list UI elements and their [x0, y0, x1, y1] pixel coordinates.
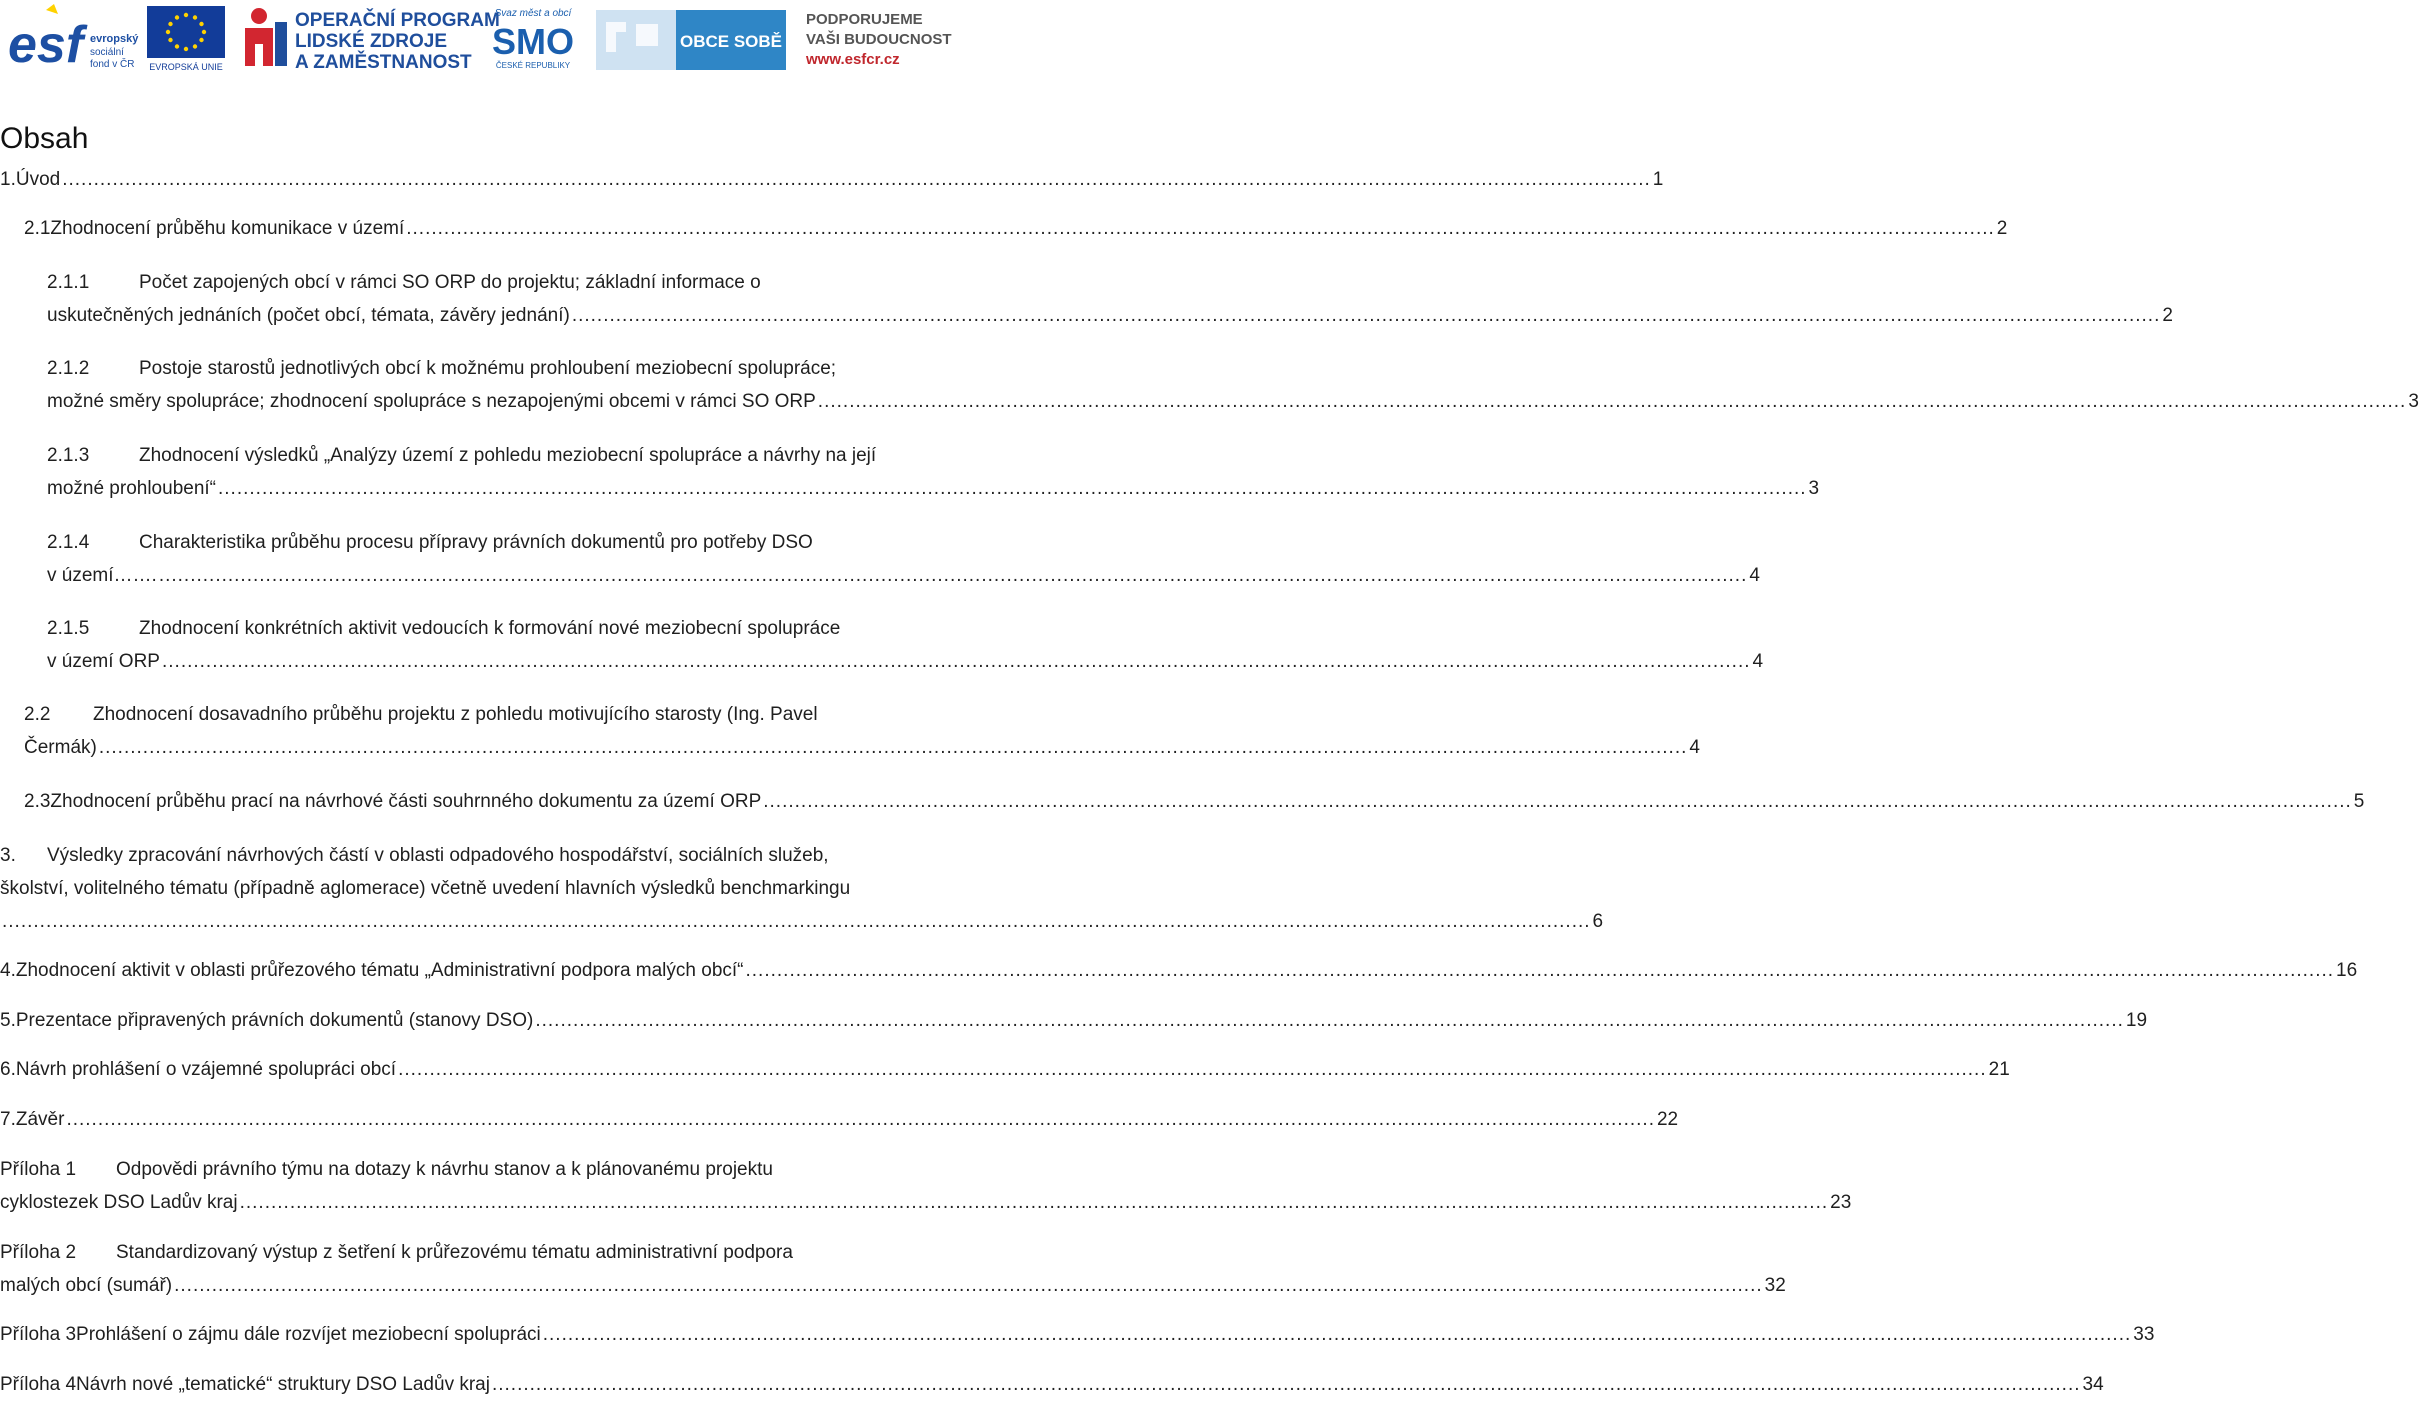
- toc-entry-text: možné prohloubení“: [47, 478, 216, 499]
- smo-top: Svaz měst a obcí: [494, 8, 572, 19]
- toc-leader-dots: [543, 1318, 2132, 1351]
- toc-entry-text: Zhodnocení průběhu prací na návrhové části souhrnného dokumentu za území ORP: [50, 791, 762, 812]
- obce-sobe-logo: [596, 2, 786, 74]
- toc-leader-dots: [162, 645, 1751, 678]
- toc-entry-number: 2.1.3: [47, 445, 90, 466]
- toc-leader-dots: [572, 299, 2161, 332]
- toc-entry-text: Prezentace připravených právních dokumentů (stanovy DSO): [15, 1010, 534, 1031]
- toc-entry-text: Zhodnocení konkrétních aktivit vedoucích k formování nové meziobecní spolupráce: [139, 618, 841, 639]
- toc-entry-number: Příloha 4: [0, 1374, 77, 1395]
- toc-entry[interactable]: [0, 439, 1820, 505]
- smo-bottom: ČESKÉ REPUBLIKY: [495, 61, 571, 70]
- toc-page-number: 1: [1652, 169, 1664, 190]
- toc-entry[interactable]: [0, 1004, 2148, 1037]
- toc-page-number: 16: [2336, 960, 2358, 981]
- esf-sub3: fond v ČR: [90, 59, 135, 70]
- smo-logo: [486, 2, 580, 74]
- toc-leader-dots: [174, 1269, 1763, 1302]
- toc-page-number: 3: [2408, 391, 2419, 412]
- toc-entry-text: školství, volitelného tématu (případně aglomerace) včetně uvedení hlavních výsledků benchmarkingu: [0, 878, 851, 899]
- toc-leader-dots: [218, 472, 1807, 505]
- toc-entry-number: 3.: [0, 845, 16, 866]
- toc-entry-number: 1.: [0, 169, 16, 190]
- toc-entry-number: Příloha 3: [0, 1324, 77, 1345]
- toc-entry[interactable]: [0, 954, 2358, 987]
- toc-leader-dots: [240, 1186, 1829, 1219]
- toc-entry-number: 5.: [0, 1010, 16, 1031]
- toc-entry-text: Návrh nové „tematické“ struktury DSO Ladův kraj: [76, 1374, 490, 1395]
- toc-entry-text: Zhodnocení výsledků „Analýzy území z pohledu meziobecní spolupráce a návrhy na její: [139, 445, 877, 466]
- esf-mark: esf: [8, 16, 84, 74]
- toc-page-number: 4: [1752, 651, 1764, 672]
- toc-entry-text: Standardizovaný výstup z šetření k průřezovému tématu administrativní podpora: [116, 1242, 793, 1263]
- toc-leader-dots: [818, 385, 2407, 418]
- toc-page-number: 23: [1830, 1192, 1852, 1213]
- toc-entry-text: Závěr: [15, 1109, 65, 1130]
- toc-leader-dots: [763, 785, 2352, 818]
- eu-flag-logo: [145, 2, 227, 74]
- toc-leader-dots: [406, 212, 1995, 245]
- toc-entry-text: Počet zapojených obcí v rámci SO ORP do projektu; základní informace o: [139, 272, 761, 293]
- esf-sub1: evropský: [90, 33, 139, 45]
- toc-entry[interactable]: [0, 1318, 2155, 1351]
- toc-title: Obsah: [0, 122, 89, 155]
- eu-label: EVROPSKÁ UNIE: [149, 62, 223, 72]
- toc-entry-text: Charakteristika průběhu procesu přípravy právních dokumentů pro potřeby DSO: [139, 532, 813, 553]
- toc-entry-text: cyklostezek DSO Ladův kraj: [0, 1192, 238, 1213]
- podporujeme-line2: VAŠI BUDOUCNOST: [806, 31, 952, 48]
- toc-entry-text: v území ORP: [47, 651, 160, 672]
- toc-entry-text: Odpovědi právního týmu na dotazy k návrhu stanov a k plánovanému projektu: [116, 1159, 773, 1180]
- toc-entry-text: Úvod: [15, 169, 61, 190]
- op-lzz-logo: [237, 2, 500, 74]
- toc-entry-text: v území…….: [47, 565, 157, 586]
- podporujeme-line1: PODPORUJEME: [806, 11, 923, 28]
- podporujeme-url: www.esfcr.cz: [806, 51, 900, 68]
- toc-page-number: 33: [2133, 1324, 2155, 1345]
- toc-entry[interactable]: [0, 698, 1700, 764]
- toc-page-number: 2: [2162, 305, 2173, 326]
- toc-page-number: 3: [1808, 478, 1820, 499]
- toc-page-number: 22: [1656, 1109, 1679, 1130]
- esf-logo: [6, 2, 141, 74]
- toc-entry-text: Zhodnocení dosavadního průběhu projektu z pohledu motivujícího starosty (Ing. Pavel: [93, 704, 818, 725]
- toc-leader-dots: [535, 1004, 2124, 1037]
- toc-entry-text: Návrh prohlášení o vzájemné spolupráci obcí: [15, 1059, 397, 1080]
- toc-entry-number: 2.2: [24, 704, 51, 725]
- toc-entry[interactable]: [0, 1236, 1786, 1302]
- toc-entry-text: Postoje starostů jednotlivých obcí k možnému prohloubení meziobecní spolupráce;: [139, 358, 837, 379]
- toc-entry-text: uskutečněných jednáních (počet obcí, témata, závěry jednání): [47, 305, 570, 326]
- toc-entry-text: malých obcí (sumář): [0, 1275, 173, 1296]
- toc-page-number: 4: [1749, 565, 1760, 586]
- toc-entry-number: 2.3: [24, 791, 51, 812]
- smo-main: SMO: [491, 21, 575, 62]
- toc-entry[interactable]: [0, 612, 1764, 678]
- toc-entry-text: Zhodnocení průběhu komunikace v území: [50, 218, 405, 239]
- toc-entry-number: Příloha 2: [0, 1242, 77, 1263]
- toc-page-number: 21: [1988, 1059, 2010, 1080]
- toc-entry-text: možné směry spolupráce; zhodnocení spolupráce s nezapojenými obcemi v rámci SO ORP: [47, 391, 816, 412]
- toc-entry-number: 2.1.4: [47, 532, 90, 553]
- toc-leader-dots: [66, 1103, 1655, 1136]
- toc-page-number: 2: [1996, 218, 2008, 239]
- toc-entry-number: 2.1.1: [47, 272, 90, 293]
- toc-leader-dots: [159, 559, 1748, 592]
- obce-label: OBCE SOBĚ: [679, 32, 783, 51]
- toc-page-number: 32: [1764, 1275, 1786, 1296]
- toc-leader-dots: [99, 731, 1688, 764]
- toc-entry-number: 2.1: [24, 218, 51, 239]
- toc-leader-dots: [62, 163, 1651, 196]
- esf-sub2: sociální: [90, 47, 124, 58]
- toc-leader-dots: [398, 1053, 1987, 1086]
- toc-entry[interactable]: [0, 1053, 2010, 1086]
- toc-page-number: 4: [1689, 737, 1700, 758]
- toc-page-number: 34: [2082, 1374, 2104, 1395]
- toc-entry[interactable]: [0, 1368, 2104, 1401]
- logo-bar: [0, 0, 960, 80]
- podporujeme-logo: [804, 2, 960, 74]
- toc-entry-text: Prohlášení o zájmu dále rozvíjet meziobecní spolupráci: [76, 1324, 541, 1345]
- toc-entry-text: Zhodnocení aktivit v oblasti průřezového tématu „Administrativní podpora malých obcí“: [15, 960, 744, 981]
- toc-entry[interactable]: [0, 1103, 1679, 1136]
- toc-entry-number: Příloha 1: [0, 1159, 77, 1180]
- op-line3: A ZAMĚSTNANOST: [295, 52, 472, 73]
- toc-entry[interactable]: [0, 212, 2008, 245]
- toc-entry-number: 6.: [0, 1059, 16, 1080]
- toc-entry[interactable]: [0, 352, 2419, 418]
- toc-leader-dots: [746, 954, 2335, 987]
- op-line1: OPERAČNÍ PROGRAM: [295, 10, 500, 31]
- toc-entry-text: Čermák): [24, 737, 97, 758]
- op-line2: LIDSKÉ ZDROJE: [295, 31, 448, 52]
- toc-page-number: 19: [2125, 1010, 2148, 1031]
- toc-entry-number: 4.: [0, 960, 16, 981]
- toc-leader-dots: [2, 905, 1591, 938]
- toc-entry-text: Výsledky zpracování návrhových částí v oblasti odpadového hospodářství, sociálních služeb,: [47, 845, 829, 866]
- toc-entry-number: 2.1.5: [47, 618, 90, 639]
- toc-entry[interactable]: [0, 266, 2173, 332]
- toc-page-number: 6: [1592, 911, 1604, 932]
- toc-entry[interactable]: [0, 163, 1664, 196]
- toc-leader-dots: [492, 1368, 2081, 1401]
- toc-entry[interactable]: [0, 1153, 1852, 1219]
- toc-entry-number: 7.: [0, 1109, 16, 1130]
- toc-entry[interactable]: [0, 785, 2365, 818]
- toc-entry-number: 2.1.2: [47, 358, 90, 379]
- toc-entry[interactable]: [0, 526, 1760, 592]
- toc-entry[interactable]: [0, 839, 1604, 938]
- toc-page-number: 5: [2353, 791, 2365, 812]
